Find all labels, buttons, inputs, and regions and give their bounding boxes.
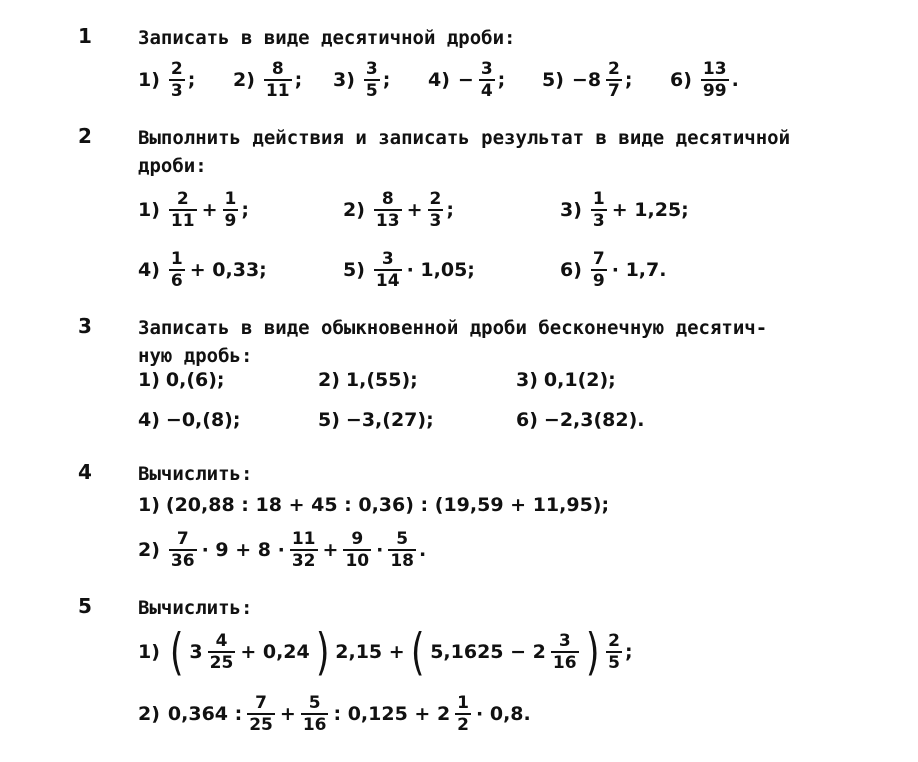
exercise-items-row-1	[138, 364, 858, 396]
fraction: $\frac{7}{9}$	[592, 249, 605, 291]
fraction: $\frac{2}{11}$	[170, 189, 195, 231]
item-5: 5) $\frac{3}{14}$ · 1,05;	[343, 249, 475, 291]
item-5: 5) −8 $\frac{2}{7}$ ;	[542, 59, 633, 101]
fraction: $\frac{13}{99}$	[702, 59, 727, 101]
exercise-number: 5	[78, 594, 92, 618]
exercise-prompt: Вычислить:	[138, 463, 253, 485]
fraction: $\frac{1}{9}$	[224, 189, 237, 231]
fraction: $\frac{1}{6}$	[170, 249, 183, 291]
fraction: $\frac{2}{5}$	[608, 631, 620, 673]
item-1: 1) $\frac{2}{11}$ + $\frac{1}{9}$ ;	[138, 189, 249, 231]
exercise-number: 3	[78, 314, 92, 338]
item-3: 3) $\frac{1}{3}$ + 1,25;	[560, 189, 689, 231]
fraction: $\frac{3}{14}$	[375, 249, 400, 291]
fraction: $\frac{3}{16}$	[552, 631, 577, 673]
exercise-items-row-2	[138, 404, 858, 436]
item-1: 1) $\frac{2}{3}$ ;	[138, 59, 196, 101]
fraction: $\frac{3}{4}$	[480, 59, 493, 101]
exercise-item-2: 2) 0,364 : $\frac{7}{25}$ + $\frac{5}{16}$ : 0,125 + 2 $\frac{1}{2}$ · 0,8.	[138, 693, 531, 735]
item-2: 2) $\frac{8}{11}$ ;	[233, 59, 303, 101]
right-paren: )	[585, 623, 600, 681]
fraction: $\frac{2}{7}$	[608, 59, 620, 101]
fraction: $\frac{7}{36}$	[170, 529, 195, 571]
exercise-number: 1	[78, 24, 92, 48]
fraction: $\frac{1}{2}$	[457, 693, 470, 735]
fraction: $\frac{4}{25}$	[209, 631, 234, 673]
exercise-item-2: 2) $\frac{7}{36}$ · 9 + 8 · $\frac{11}{32}$ + $\frac{9}{10}$ · $\frac{5}{18}$ .	[138, 529, 427, 571]
item-2: 2) 1,(55);	[318, 369, 418, 391]
fraction: $\frac{1}{3}$	[592, 189, 605, 231]
exercise-items-row-2	[138, 244, 858, 296]
fraction: $\frac{11}{32}$	[291, 529, 316, 571]
fraction: $\frac{3}{5}$	[365, 59, 378, 101]
item-4: 4) −0,(8);	[138, 409, 241, 431]
item-1: 1) 0,(6);	[138, 369, 225, 391]
exercise-items	[138, 54, 838, 106]
fraction: $\frac{8}{11}$	[265, 59, 290, 101]
item-6: 6) $\frac{13}{99}$ .	[670, 59, 739, 101]
fraction: $\frac{8}{13}$	[375, 189, 400, 231]
item-3: 3) 0,1(2);	[516, 369, 616, 391]
exercise-item-1: 1) ( 3 $\frac{4}{25}$ + 0,24 ) 2,15 + ( 5,1625 − 2 $\frac{3}{16}$ ) $\frac{2}{5}$ ;	[138, 623, 633, 681]
item-6: 6) −2,3(82).	[516, 409, 645, 431]
exercise-items-row-1	[138, 184, 858, 236]
fraction: $\frac{2}{3}$	[170, 59, 183, 101]
exercise-item-1: 1) (20,88 : 18 + 45 : 0,36) : (19,59 + 11,95);	[138, 494, 610, 516]
item-4: 4) − $\frac{3}{4}$ ;	[428, 59, 506, 101]
left-paren: (	[410, 623, 425, 681]
fraction: $\frac{5}{16}$	[302, 693, 327, 735]
item-5: 5) −3,(27);	[318, 409, 434, 431]
exercise-prompt: Записать в виде обыкновенной дроби бесконечную десятич- ную дробь:	[138, 317, 768, 367]
item-4: 4) $\frac{1}{6}$ + 0,33;	[138, 249, 267, 291]
right-paren: )	[315, 623, 330, 681]
exercise-number: 4	[78, 460, 92, 484]
exercise-prompt: Вычислить:	[138, 597, 253, 619]
left-paren: (	[169, 623, 184, 681]
fraction: $\frac{7}{25}$	[249, 693, 273, 735]
exercise-number: 2	[78, 124, 92, 148]
exercise-prompt: Записать в виде десятичной дроби:	[138, 27, 516, 49]
item-3: 3) $\frac{3}{5}$ ;	[333, 59, 391, 101]
item-6: 6) $\frac{7}{9}$ · 1,7.	[560, 249, 667, 291]
fraction: $\frac{9}{10}$	[345, 529, 370, 571]
exercise-prompt: Выполнить действия и записать результат в виде десятичной дроби:	[138, 127, 791, 177]
fraction: $\frac{5}{18}$	[390, 529, 414, 571]
fraction: $\frac{2}{3}$	[429, 189, 442, 231]
item-2: 2) $\frac{8}{13}$ + $\frac{2}{3}$ ;	[343, 189, 454, 231]
